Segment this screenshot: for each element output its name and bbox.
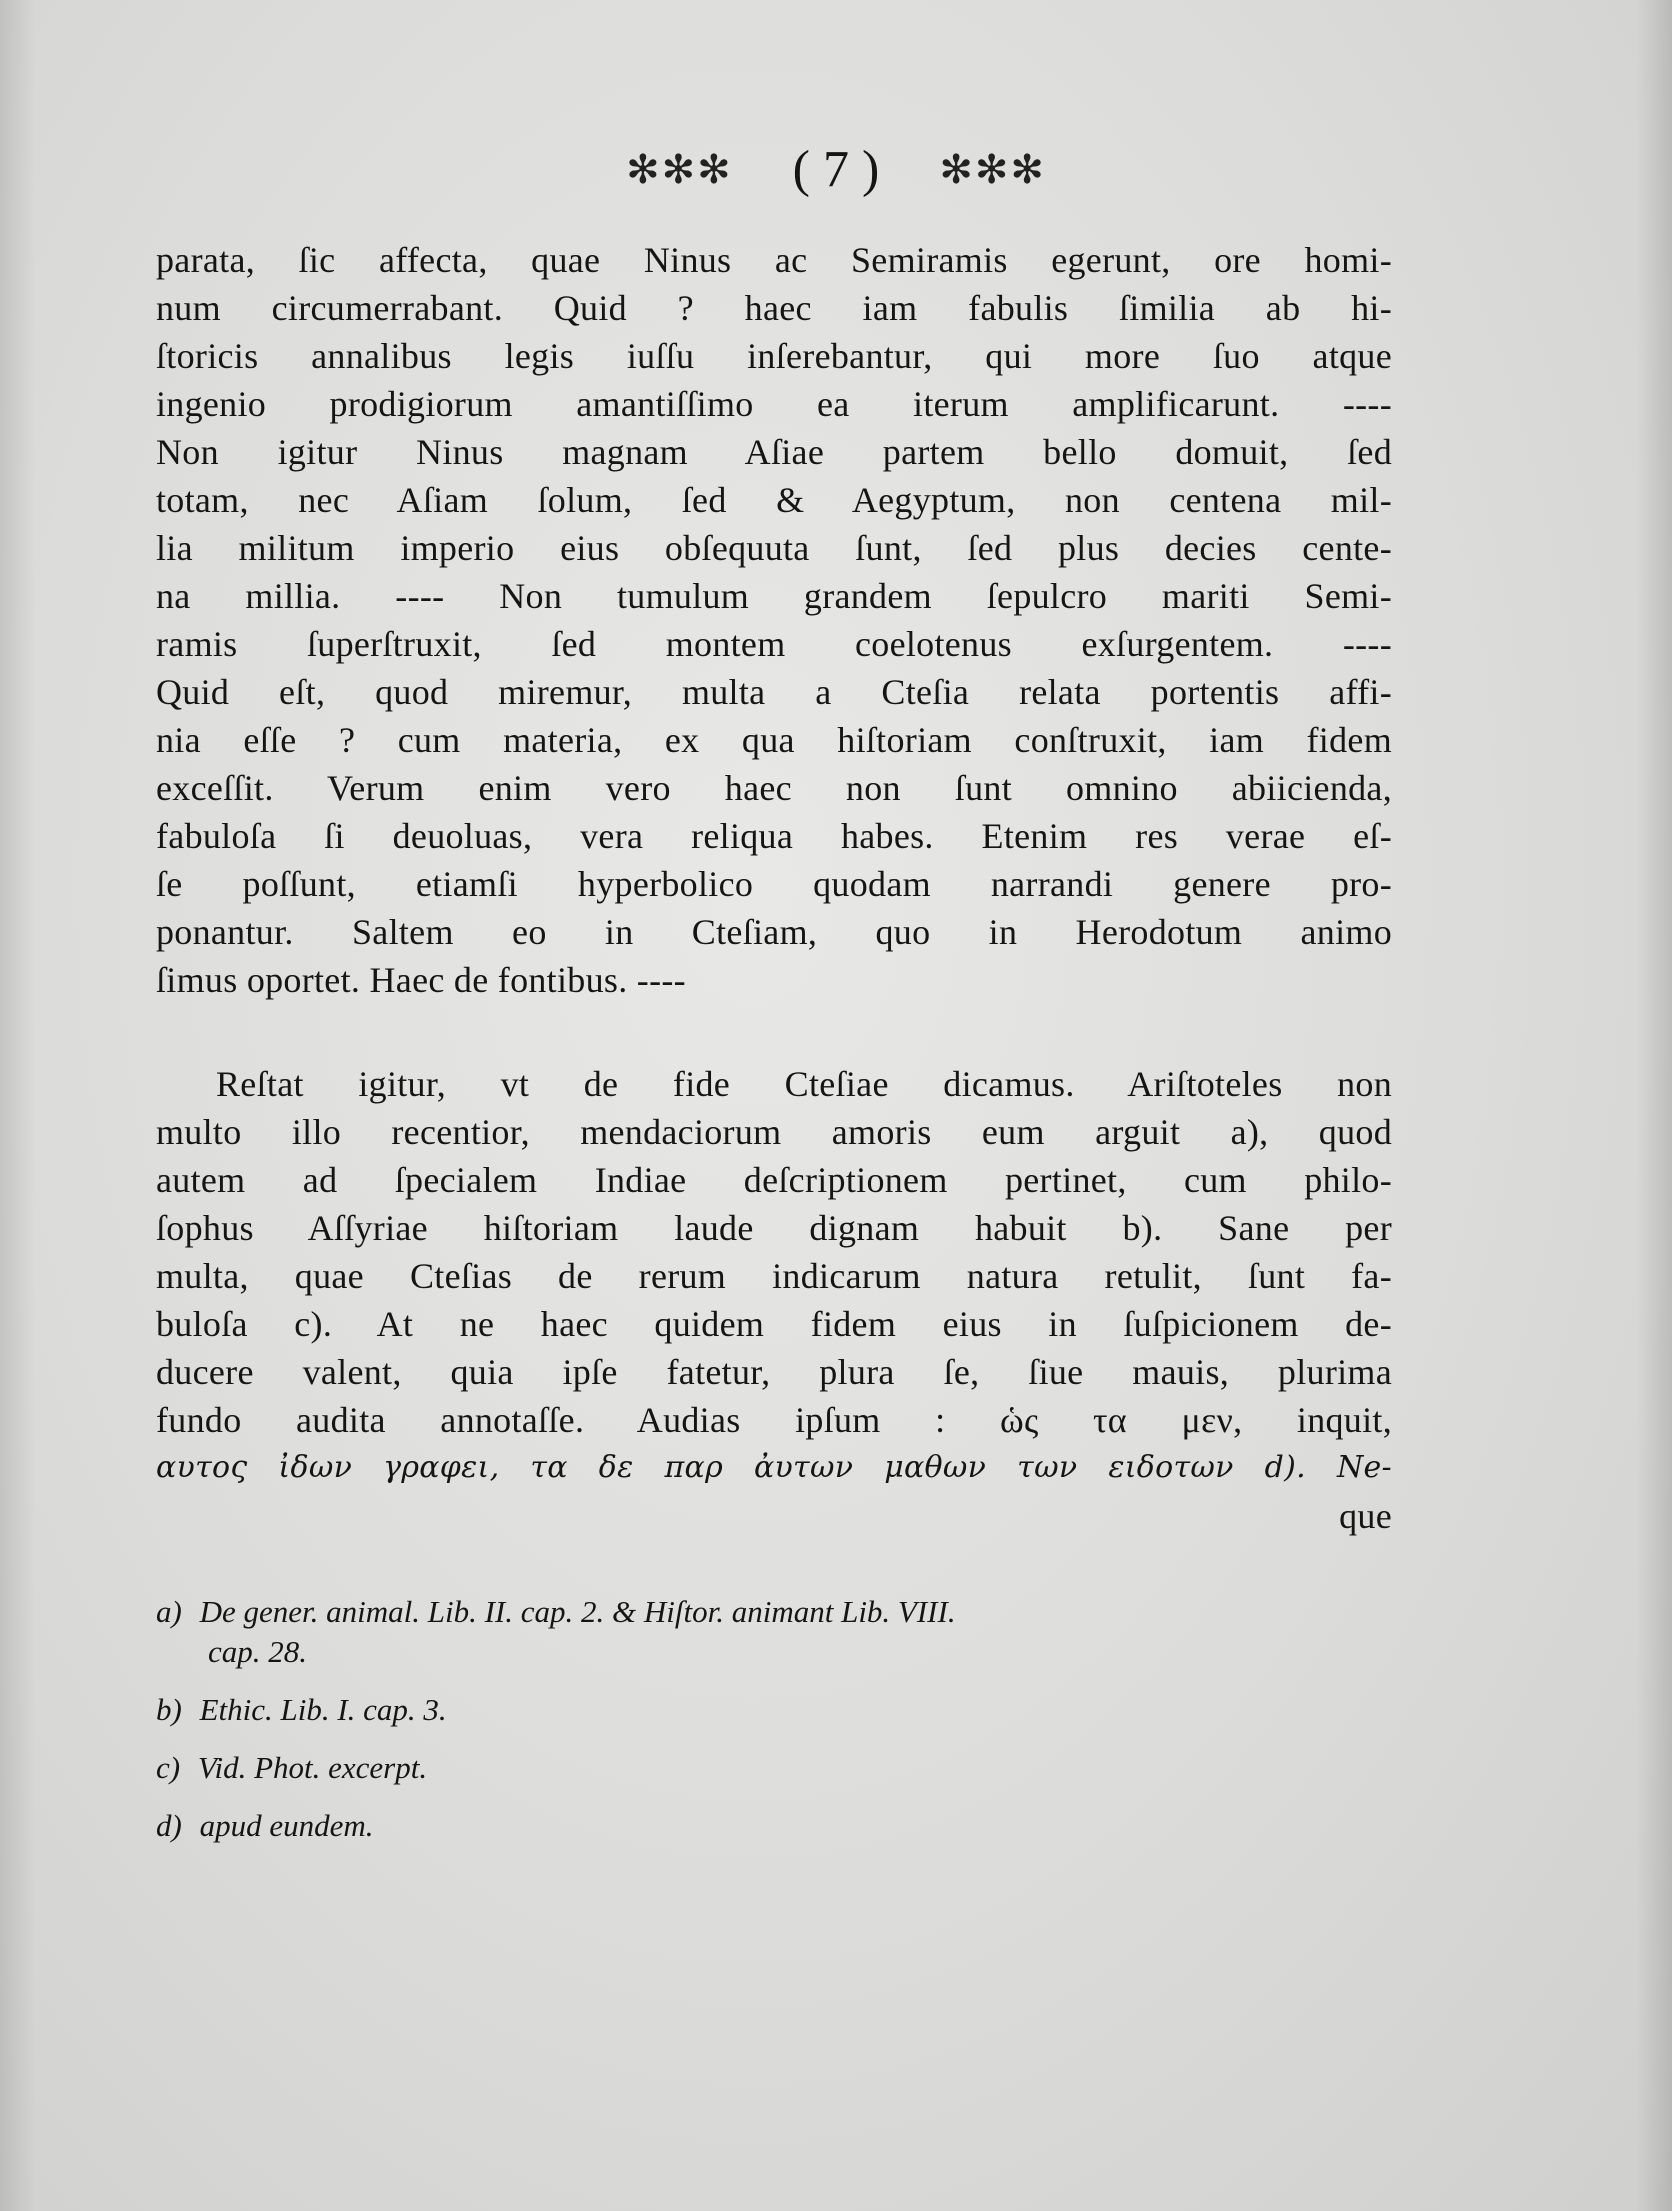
footnote-c [156,1748,1392,1788]
footnote-mark: d) [156,1808,182,1843]
footnote-text: De gener. animal. Lib. II. cap. 2. & Hiſtor. animant Lib. VIII. [199,1594,956,1629]
text-line: multa, quae Cteſias de rerum indicarum natura retulit, ſunt fa- [156,1256,1392,1296]
text-line: ſophus Aſſyriae hiſtoriam laude dignam habuit b). Sane per [156,1208,1392,1248]
footnote-a [156,1592,1392,1672]
text-line: lia militum imperio eius obſequuta ſunt, ſed plus decies cente- [156,528,1392,568]
text-line: Non igitur Ninus magnam Aſiae partem bello domuit, ſed [156,432,1392,472]
text-line: Reſtat igitur, vt de fide Cteſiae dicamus. Ariſtoteles non [216,1064,1392,1104]
left-edge-shadow [0,0,36,2211]
text-line: fabuloſa ſi deuoluas, vera reliqua habes. Etenim res verae eſ- [156,816,1392,856]
text-line: exceſſit. Verum enim vero haec non ſunt omnino abiicienda, [156,768,1392,808]
text-line: fundo audita annotaſſe. Audias ipſum : ὡς τα μεν, inquit, [156,1400,1392,1440]
text-line: ſe poſſunt, etiamſi hyperbolico quodam narrandi genere pro- [156,864,1392,904]
greek-text-line: αυτος ἰδων γραφει, τα δε παρ ἀυτων μαθων των ειδοτων d). Ne- [156,1450,1392,1485]
text-line: ſtoricis annalibus legis iuſſu inſerebantur, qui more ſuo atque [156,336,1392,376]
text-line: ducere valent, quia ipſe fatetur, plura ſe, ſiue mauis, plurima [156,1352,1392,1392]
body-text [156,236,1392,1540]
footnote-text: Ethic. Lib. I. cap. 3. [199,1692,447,1727]
footnote-mark: b) [156,1692,182,1727]
text-line: ramis ſuperſtruxit, ſed montem coelotenus exſurgentem. ---- [156,624,1392,664]
left-ornament-icon: ✻✻✻ [626,146,733,193]
text-line: Quid eſt, quod miremur, multa a Cteſia relata portentis affi- [156,672,1392,712]
footnote-text: Vid. Phot. excerpt. [197,1750,428,1785]
paragraph-2 [156,1060,1392,1540]
footnote-continuation: cap. 28. [208,1634,308,1669]
text-line: totam, nec Aſiam ſolum, ſed & Aegyptum, non centena mil- [156,480,1392,520]
text-line: autem ad ſpecialem Indiae deſcriptionem pertinet, cum philo- [156,1160,1392,1200]
footnote-b [156,1690,1392,1730]
right-ornament-icon: ✻✻✻ [939,146,1046,193]
text-line: na millia. ---- Non tumulum grandem ſepulcro mariti Semi- [156,576,1392,616]
page-number: ( 7 ) [792,141,880,198]
footnote-d [156,1806,1392,1846]
paragraph-1 [156,236,1392,1004]
text-line: num circumerrabant. Quid ? haec iam fabulis ſimilia ab hi- [156,288,1392,328]
footnotes [156,1592,1392,1864]
right-edge-shadow [1636,0,1672,2211]
footnote-mark: c) [156,1750,181,1785]
footnote-text: apud eundem. [199,1808,374,1843]
text-line: ingenio prodigiorum amantiſſimo ea iterum amplificarunt. ---- [156,384,1392,424]
text-line: nia eſſe ? cum materia, ex qua hiſtoriam conſtruxit, iam fidem [156,720,1392,760]
catchword: que [1339,1496,1392,1536]
text-line: buloſa c). At ne haec quidem fidem eius in ſuſpicionem de- [156,1304,1392,1344]
text-line: ſimus oportet. Haec de fontibus. ---- [156,960,686,1000]
page-header [0,140,1672,199]
text-line: ponantur. Saltem eo in Cteſiam, quo in Herodotum animo [156,912,1392,952]
text-line: parata, ſic affecta, quae Ninus ac Semiramis egerunt, ore homi- [156,240,1392,280]
text-line: multo illo recentior, mendaciorum amoris eum arguit a), quod [156,1112,1392,1152]
footnote-mark: a) [156,1594,182,1629]
